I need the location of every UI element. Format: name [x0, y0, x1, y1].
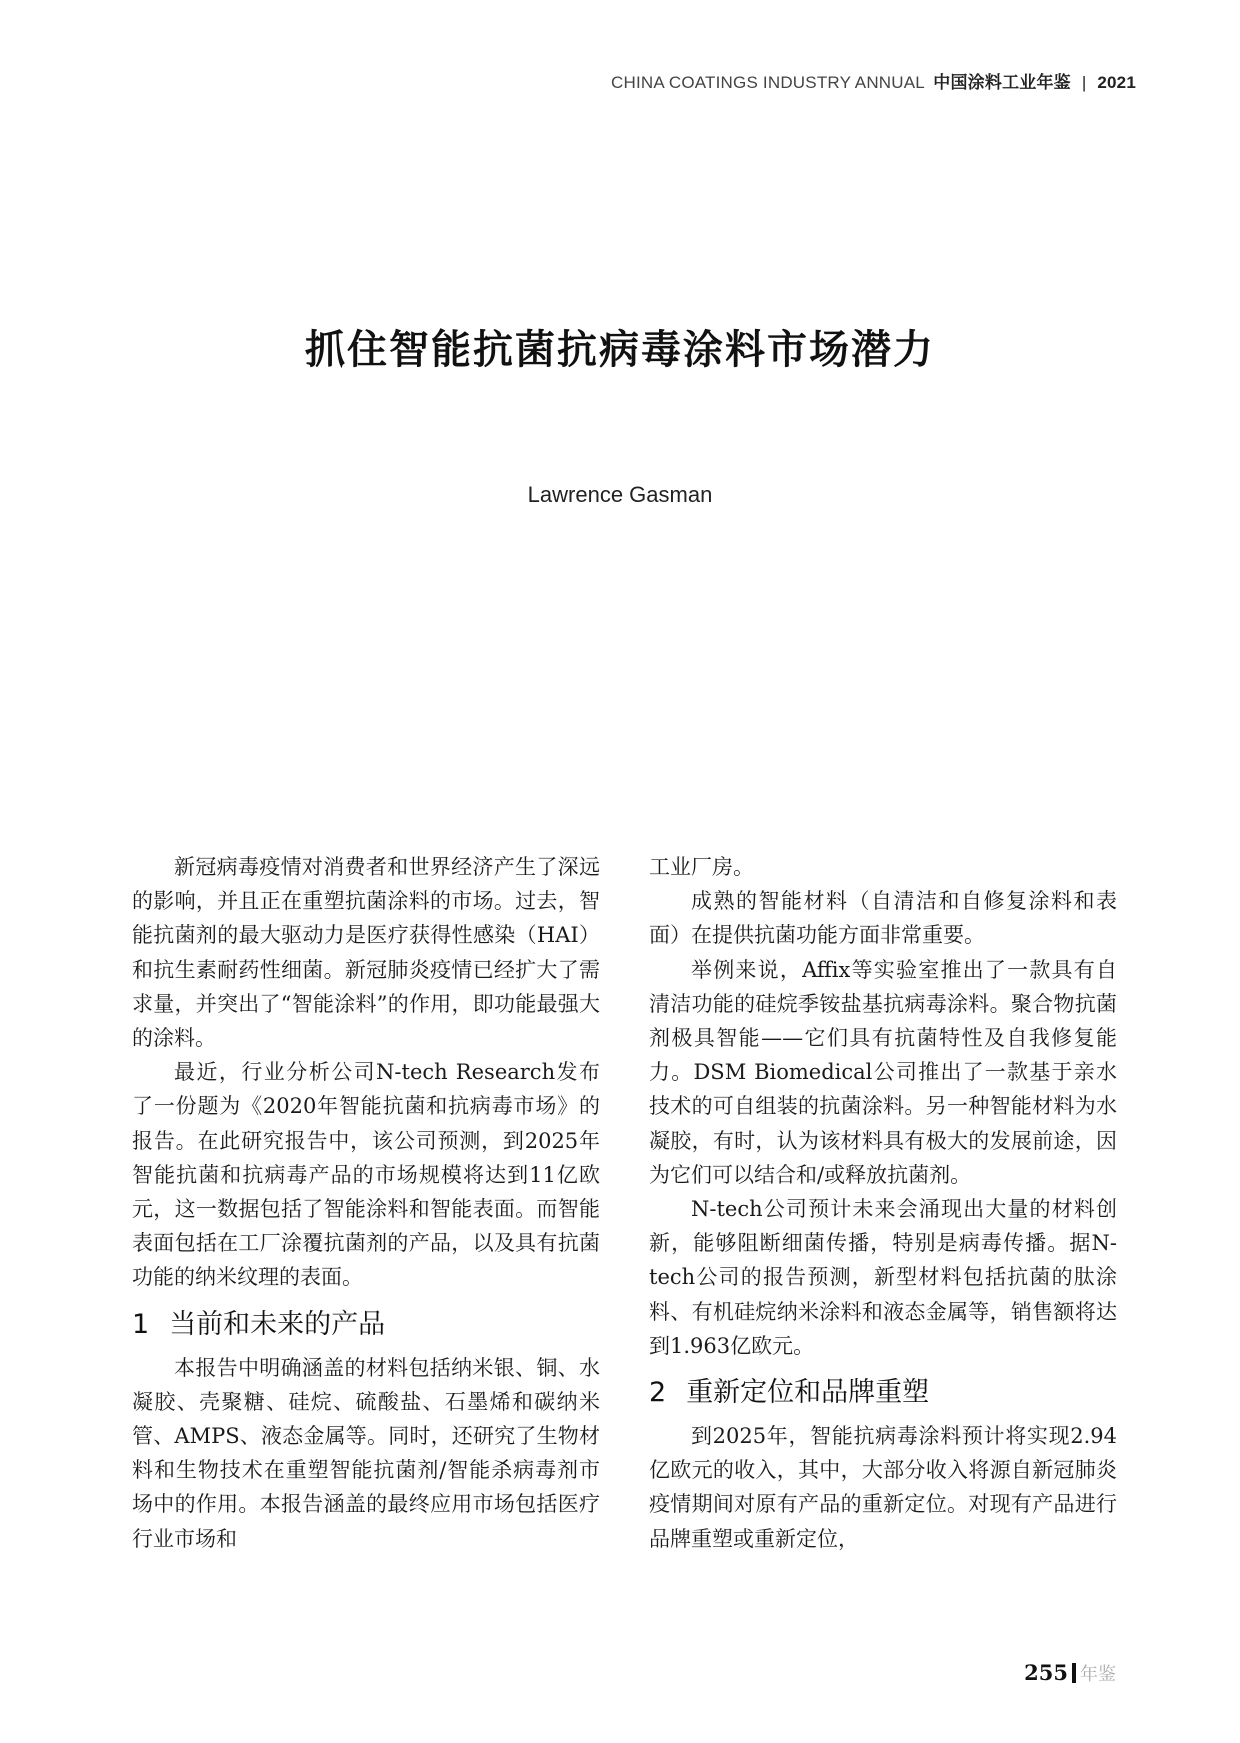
- article-author: Lawrence Gasman: [527, 482, 713, 507]
- running-header: [611, 68, 1136, 93]
- page-number: 255: [1024, 1660, 1068, 1685]
- section-title: 重新定位和品牌重塑: [686, 1377, 930, 1409]
- page-footer: [1024, 1660, 1116, 1686]
- section-number: 2: [649, 1377, 667, 1409]
- section-title: 当前和未来的产品: [169, 1308, 386, 1340]
- header-separator: |: [1081, 73, 1087, 92]
- left-column: [132, 850, 600, 1556]
- paragraph: 举例来说，Affix等实验室推出了一款具有自清洁功能的硅烷季铵盐基抗病毒涂料。聚合物抗菌剂极具智能——它们具有抗菌特性及自我修复能力。DSM Biomedical公司推出了一款基于亲水技术的可自组装的抗菌涂料。另一种智能材料为水凝胶，有时，认为该材料具有极大的发展前途，因为它们可以结合和/或释放抗菌剂。: [649, 957, 1117, 1187]
- footer-label: 年鉴: [1080, 1664, 1116, 1685]
- publication-name-cn: 中国涂料工业年鉴: [933, 73, 1071, 93]
- section-heading: [132, 1307, 600, 1343]
- right-column: [649, 850, 1117, 1556]
- paragraph: N-tech公司预计未来会涌现出大量的材料创新，能够阻断细菌传播，特别是病毒传播。据N-tech公司的报告预测，新型材料包括抗菌的肽涂料、有机硅烷纳米涂料和液态金属等，销售额将达到1.963亿欧元。: [649, 1197, 1117, 1358]
- publication-year: 2021: [1097, 73, 1136, 92]
- section-heading: [649, 1375, 1117, 1411]
- publication-name-en: CHINA COATINGS INDUSTRY ANNUAL: [611, 73, 925, 92]
- paragraph: 新冠病毒疫情对消费者和世界经济产生了深远的影响，并且正在重塑抗菌涂料的市场。过去，智能抗菌剂的最大驱动力是医疗获得性感染（HAI）和抗生素耐药性细菌。新冠肺炎疫情已经扩大了需求量，并突出了“智能涂料”的作用，即功能最强大的涂料。: [132, 855, 600, 1051]
- footer-bar: [1072, 1663, 1076, 1683]
- paragraph: 本报告中明确涵盖的材料包括纳米银、铜、水凝胶、壳聚糖、硅烷、硫酸盐、石墨烯和碳纳米管、AMPS、液态金属等。同时，还研究了生物材料和生物技术在重塑智能抗菌剂/智能杀病毒剂市场中的作用。本报告涵盖的最终应用市场包括医疗行业市场和: [132, 1355, 600, 1551]
- paragraph: 最近，行业分析公司N-tech Research发布了一份题为《2020年智能抗菌和抗病毒市场》的报告。在此研究报告中，该公司预测，到2025年智能抗菌和抗病毒产品的市场规模将达到11亿欧元，这一数据包括了智能涂料和智能表面。而智能表面包括在工厂涂覆抗菌剂的产品，以及具有抗菌功能的纳米纹理的表面。: [132, 1060, 600, 1290]
- paragraph: 成熟的智能材料（自清洁和自修复涂料和表面）在提供抗菌功能方面非常重要。: [649, 889, 1117, 948]
- article-title: 抓住智能抗菌抗病毒涂料市场潜力: [305, 326, 935, 373]
- paragraph: 到2025年，智能抗病毒涂料预计将实现2.94亿欧元的收入，其中，大部分收入将源自新冠肺炎疫情期间对原有产品的重新定位。对现有产品进行品牌重塑或重新定位，: [649, 1424, 1117, 1551]
- paragraph-continuation: 工业厂房。: [649, 855, 754, 879]
- section-number: 1: [132, 1308, 150, 1340]
